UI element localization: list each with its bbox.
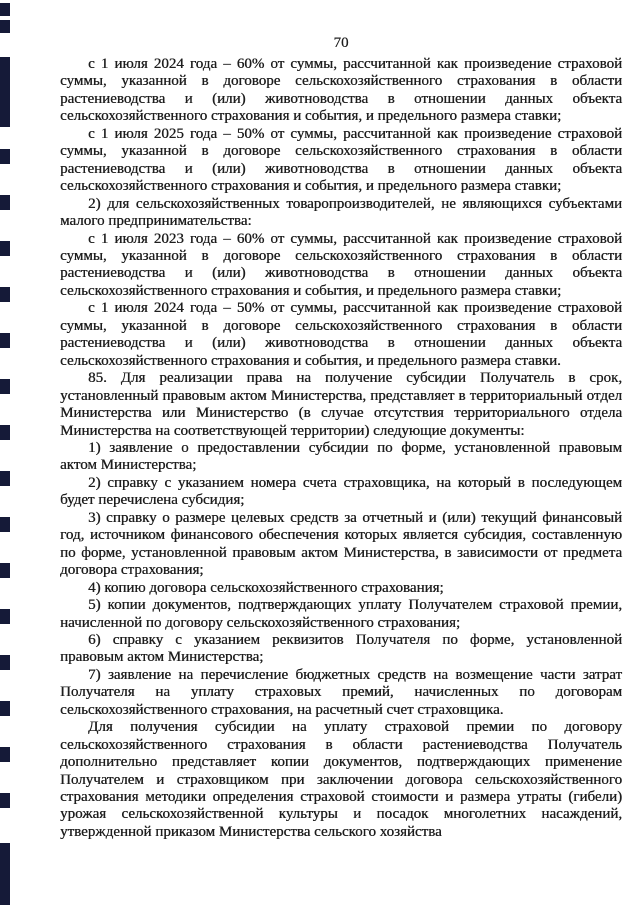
paragraph: с 1 июля 2024 года – 60% от суммы, рассчитанной как произведение страховой суммы, указанной в договоре сельскохозяйственного страхования в области растениеводства и (или) животноводства в отношении данных объекта сельскохозяйственного страхования и события, и предельного размера ставки; <box>60 56 622 125</box>
scan-edge-marks <box>0 0 12 905</box>
scan-artifact-mark <box>0 287 10 302</box>
scan-artifact-mark <box>0 471 10 486</box>
scan-artifact-mark <box>0 517 10 532</box>
paragraph: 5) копии документов, подтверждающих уплату Получателем страховой премии, начисленной по договору сельскохозяйственного страхования; <box>60 597 622 631</box>
scan-artifact-mark <box>0 195 10 210</box>
paragraph: 3) справку о размере целевых средств за отчетный и (или) текущий финансовый год, источником финансового обеспечения которых является субсидия, составленную по форме, установленной правовым актом Министерства, в зависимости от предмета договора страхования; <box>60 509 622 579</box>
paragraph: Для получения субсидии на уплату страховой премии по договору сельскохозяйственного страхования в области растениеводства Получатель дополнительно представляет копии документов, подтверждающих применение Получателем и страховщиком при заключении договора сельскохозяйственного страхования методики определения страховой стоимости и размера утраты (гибели) урожая сельскохозяйственной культуры и посадок многолетних насаждений, утвержденной приказом Министерства сельского хозяйства <box>60 719 622 840</box>
scan-artifact-mark <box>0 563 10 578</box>
document-body <box>60 56 622 841</box>
scan-artifact-mark <box>0 609 10 624</box>
scan-artifact-mark <box>0 3 10 16</box>
scan-artifact-mark <box>0 655 10 670</box>
paragraph: 1) заявление о предоставлении субсидии по форме, установленной правовым актом Министерства; <box>60 439 622 474</box>
paragraph: 2) справку с указанием номера счета страховщика, на который в последующем будет перечислена субсидия; <box>60 474 622 509</box>
scan-artifact-mark <box>0 379 10 394</box>
scan-artifact-mark <box>0 149 10 164</box>
scan-artifact-mark <box>0 425 10 440</box>
scan-artifact-mark <box>0 747 10 762</box>
scan-artifact-mark <box>0 701 10 716</box>
paragraph: с 1 июля 2023 года – 60% от суммы, рассчитанной как произведение страховой суммы, указанной в договоре сельскохозяйственного страхования в области растениеводства и (или) животноводства в отношении данных объекта сельскохозяйственного страхования и события, и предельного размера ставки; <box>60 230 622 299</box>
paragraph: 85. Для реализации права на получение субсидии Получатель в срок, установленный правовым актом Министерства, представляет в территориальный отдел Министерства или Министерство (в случае отсутствия территориального отдела Министерства на соответствующей территории) следующие документы: <box>60 370 622 439</box>
scan-artifact-mark <box>0 793 10 808</box>
paragraph: с 1 июля 2024 года – 50% от суммы, рассчитанной как произведение страховой суммы, указанной в договоре сельскохозяйственного страхования в области растениеводства и (или) животноводства в отношении данных объекта сельскохозяйственного страхования и события, и предельного размера ставки. <box>60 300 622 369</box>
scan-artifact-mark <box>0 843 10 905</box>
scan-artifact-mark <box>0 20 10 33</box>
paragraph: 7) заявление на перечисление бюджетных средств на возмещение части затрат Получателя на уплату страховых премий, начисленных по договорам сельскохозяйственного страхования, на расчетный счет страховщика. <box>60 666 622 718</box>
page-number: 70 <box>333 35 349 51</box>
scan-artifact-mark <box>0 57 10 127</box>
scan-artifact-mark <box>0 333 10 348</box>
paragraph: с 1 июля 2025 года – 50% от суммы, рассчитанной как произведение страховой суммы, указанной в договоре сельскохозяйственного страхования в области растениеводства и (или) животноводства в отношении данных объекта сельскохозяйственного страхования и события, и предельного размера ставки; <box>60 125 622 195</box>
paragraph: 4) копию договора сельскохозяйственного страхования; <box>88 579 444 596</box>
paragraph: 6) справку с указанием реквизитов Получателя по форме, установленной правовым актом Министерства; <box>60 631 622 666</box>
paragraph: 2) для сельскохозяйственных товаропроизводителей, не являющихся субъектами малого предпринимательства: <box>60 195 622 230</box>
scan-artifact-mark <box>0 241 10 256</box>
